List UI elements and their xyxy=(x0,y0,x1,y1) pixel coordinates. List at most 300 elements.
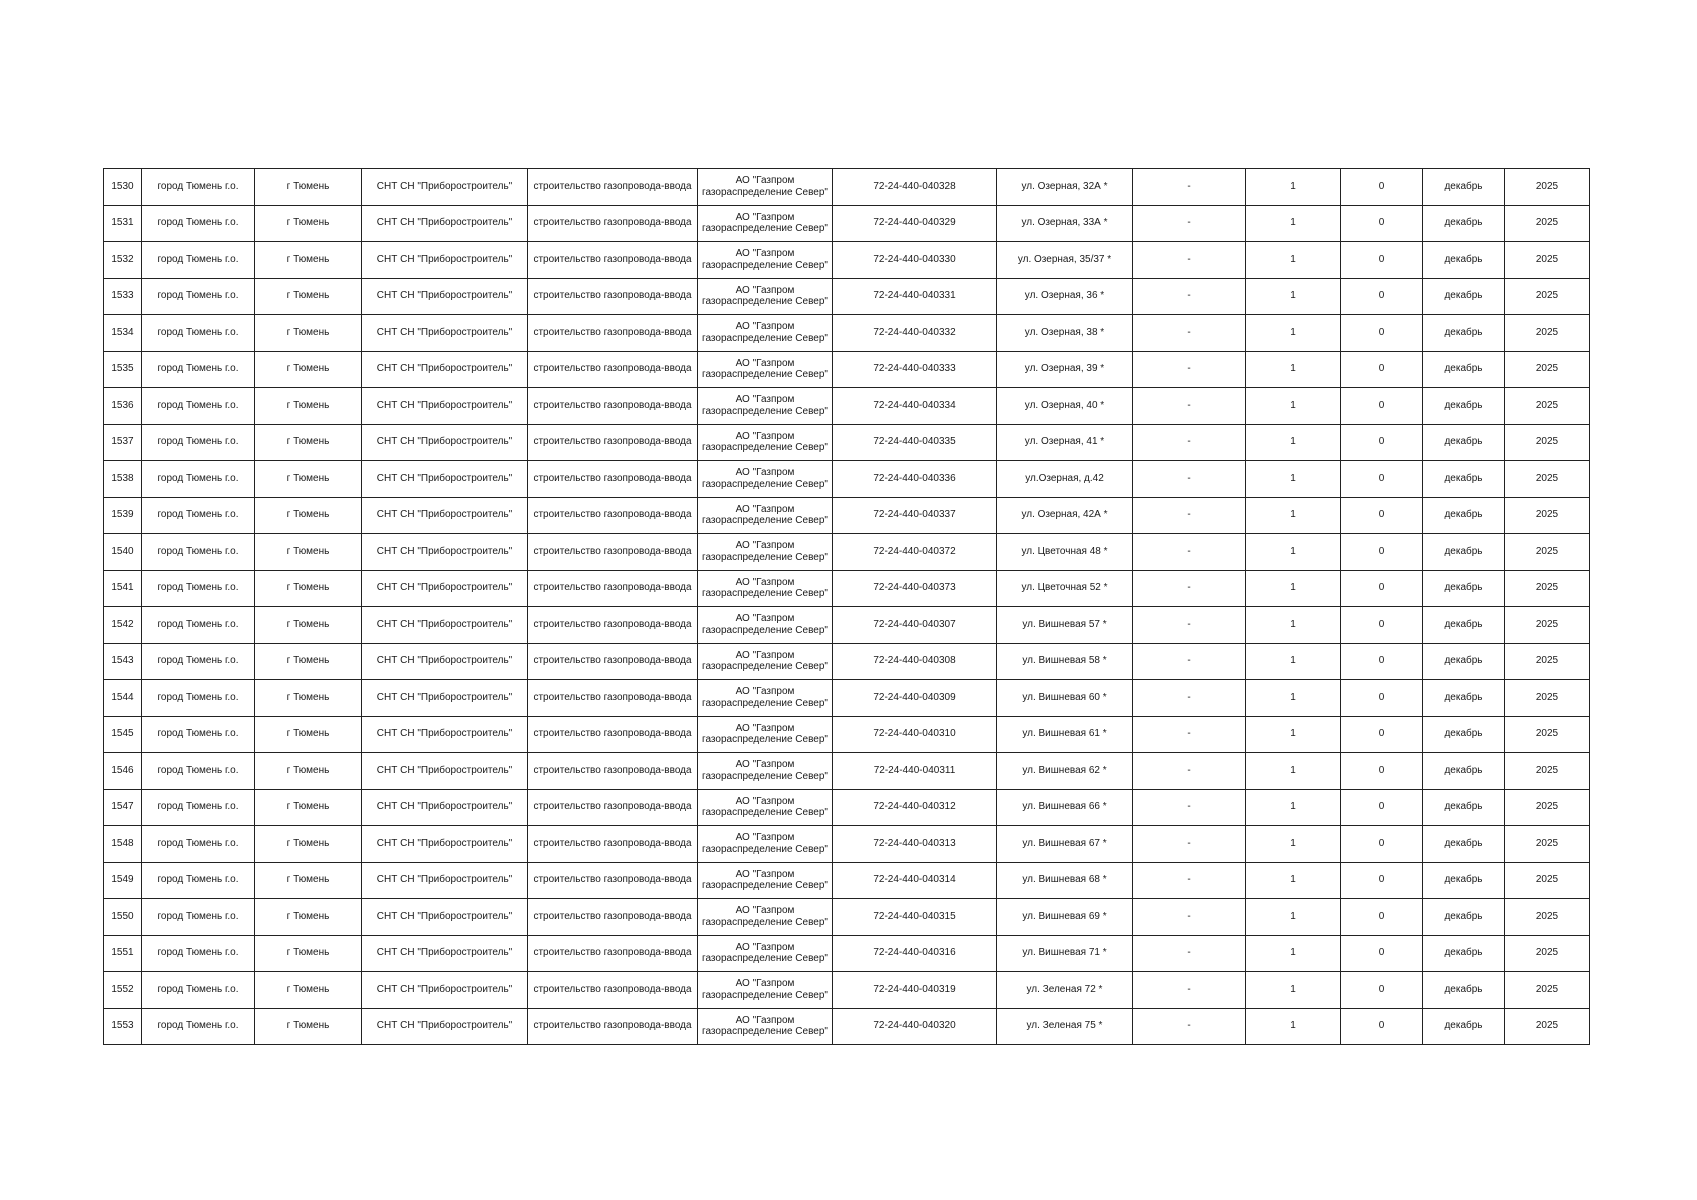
organization-cell: АО "Газпром газораспределение Север" xyxy=(698,242,833,279)
quantity-cell: 1 xyxy=(1246,278,1341,315)
address-cell: ул. Вишневая 69 * xyxy=(997,899,1133,936)
table-row xyxy=(104,315,1590,352)
zero-value-cell: 0 xyxy=(1341,315,1423,352)
quantity-cell: 1 xyxy=(1246,169,1341,206)
work-type-cell: строительство газопровода-ввода xyxy=(528,497,698,534)
work-type-cell: строительство газопровода-ввода xyxy=(528,972,698,1009)
municipality-cell: город Тюмень г.о. xyxy=(142,570,255,607)
municipality-cell: город Тюмень г.о. xyxy=(142,716,255,753)
dash-cell: - xyxy=(1133,461,1246,498)
dash-cell: - xyxy=(1133,278,1246,315)
dash-cell: - xyxy=(1133,789,1246,826)
row-number-cell: 1544 xyxy=(104,680,142,717)
year-cell: 2025 xyxy=(1505,753,1590,790)
dash-cell: - xyxy=(1133,497,1246,534)
cadastral-number-cell: 72-24-440-040312 xyxy=(833,789,997,826)
month-cell: декабрь xyxy=(1423,315,1505,352)
cadastral-number-cell: 72-24-440-040313 xyxy=(833,826,997,863)
snt-name-cell: СНТ СН "Приборостроитель" xyxy=(362,424,528,461)
dash-cell: - xyxy=(1133,899,1246,936)
year-cell: 2025 xyxy=(1505,899,1590,936)
address-cell: ул. Цветочная 52 * xyxy=(997,570,1133,607)
zero-value-cell: 0 xyxy=(1341,753,1423,790)
address-cell: ул. Зеленая 72 * xyxy=(997,972,1133,1009)
month-cell: декабрь xyxy=(1423,935,1505,972)
snt-name-cell: СНТ СН "Приборостроитель" xyxy=(362,242,528,279)
work-type-cell: строительство газопровода-ввода xyxy=(528,242,698,279)
year-cell: 2025 xyxy=(1505,862,1590,899)
table-row xyxy=(104,899,1590,936)
zero-value-cell: 0 xyxy=(1341,826,1423,863)
zero-value-cell: 0 xyxy=(1341,680,1423,717)
settlement-cell: г Тюмень xyxy=(255,169,362,206)
dash-cell: - xyxy=(1133,570,1246,607)
settlement-cell: г Тюмень xyxy=(255,351,362,388)
work-type-cell: строительство газопровода-ввода xyxy=(528,716,698,753)
municipality-cell: город Тюмень г.о. xyxy=(142,242,255,279)
zero-value-cell: 0 xyxy=(1341,169,1423,206)
quantity-cell: 1 xyxy=(1246,1008,1341,1045)
work-type-cell: строительство газопровода-ввода xyxy=(528,899,698,936)
month-cell: декабрь xyxy=(1423,169,1505,206)
snt-name-cell: СНТ СН "Приборостроитель" xyxy=(362,607,528,644)
zero-value-cell: 0 xyxy=(1341,972,1423,1009)
work-type-cell: строительство газопровода-ввода xyxy=(528,789,698,826)
year-cell: 2025 xyxy=(1505,972,1590,1009)
settlement-cell: г Тюмень xyxy=(255,972,362,1009)
organization-cell: АО "Газпром газораспределение Север" xyxy=(698,899,833,936)
municipality-cell: город Тюмень г.о. xyxy=(142,424,255,461)
settlement-cell: г Тюмень xyxy=(255,643,362,680)
address-cell: ул. Озерная, 41 * xyxy=(997,424,1133,461)
year-cell: 2025 xyxy=(1505,716,1590,753)
table-row xyxy=(104,351,1590,388)
zero-value-cell: 0 xyxy=(1341,497,1423,534)
year-cell: 2025 xyxy=(1505,643,1590,680)
settlement-cell: г Тюмень xyxy=(255,862,362,899)
quantity-cell: 1 xyxy=(1246,607,1341,644)
municipality-cell: город Тюмень г.о. xyxy=(142,643,255,680)
cadastral-number-cell: 72-24-440-040372 xyxy=(833,534,997,571)
zero-value-cell: 0 xyxy=(1341,278,1423,315)
row-number-cell: 1546 xyxy=(104,753,142,790)
address-cell: ул. Озерная, 35/37 * xyxy=(997,242,1133,279)
organization-cell: АО "Газпром газораспределение Север" xyxy=(698,935,833,972)
snt-name-cell: СНТ СН "Приборостроитель" xyxy=(362,716,528,753)
work-type-cell: строительство газопровода-ввода xyxy=(528,607,698,644)
cadastral-number-cell: 72-24-440-040307 xyxy=(833,607,997,644)
table-row xyxy=(104,862,1590,899)
organization-cell: АО "Газпром газораспределение Север" xyxy=(698,680,833,717)
row-number-cell: 1537 xyxy=(104,424,142,461)
table-row xyxy=(104,680,1590,717)
quantity-cell: 1 xyxy=(1246,497,1341,534)
table-row xyxy=(104,789,1590,826)
settlement-cell: г Тюмень xyxy=(255,570,362,607)
month-cell: декабрь xyxy=(1423,643,1505,680)
cadastral-number-cell: 72-24-440-040331 xyxy=(833,278,997,315)
address-cell: ул. Озерная, 32А * xyxy=(997,169,1133,206)
cadastral-number-cell: 72-24-440-040335 xyxy=(833,424,997,461)
row-number-cell: 1552 xyxy=(104,972,142,1009)
municipality-cell: город Тюмень г.о. xyxy=(142,388,255,425)
dash-cell: - xyxy=(1133,242,1246,279)
address-cell: ул. Вишневая 71 * xyxy=(997,935,1133,972)
zero-value-cell: 0 xyxy=(1341,607,1423,644)
zero-value-cell: 0 xyxy=(1341,643,1423,680)
municipality-cell: город Тюмень г.о. xyxy=(142,789,255,826)
dash-cell: - xyxy=(1133,388,1246,425)
row-number-cell: 1549 xyxy=(104,862,142,899)
year-cell: 2025 xyxy=(1505,534,1590,571)
address-cell: ул.Озерная, д.42 xyxy=(997,461,1133,498)
snt-name-cell: СНТ СН "Приборостроитель" xyxy=(362,570,528,607)
month-cell: декабрь xyxy=(1423,607,1505,644)
quantity-cell: 1 xyxy=(1246,388,1341,425)
table-row xyxy=(104,753,1590,790)
quantity-cell: 1 xyxy=(1246,205,1341,242)
settlement-cell: г Тюмень xyxy=(255,935,362,972)
quantity-cell: 1 xyxy=(1246,753,1341,790)
cadastral-number-cell: 72-24-440-040329 xyxy=(833,205,997,242)
zero-value-cell: 0 xyxy=(1341,716,1423,753)
dash-cell: - xyxy=(1133,862,1246,899)
quantity-cell: 1 xyxy=(1246,643,1341,680)
dash-cell: - xyxy=(1133,826,1246,863)
zero-value-cell: 0 xyxy=(1341,351,1423,388)
address-cell: ул. Вишневая 62 * xyxy=(997,753,1133,790)
month-cell: декабрь xyxy=(1423,753,1505,790)
cadastral-number-cell: 72-24-440-040308 xyxy=(833,643,997,680)
work-type-cell: строительство газопровода-ввода xyxy=(528,424,698,461)
work-type-cell: строительство газопровода-ввода xyxy=(528,753,698,790)
gasification-table xyxy=(103,168,1590,1045)
zero-value-cell: 0 xyxy=(1341,205,1423,242)
month-cell: декабрь xyxy=(1423,972,1505,1009)
organization-cell: АО "Газпром газораспределение Север" xyxy=(698,826,833,863)
month-cell: декабрь xyxy=(1423,862,1505,899)
address-cell: ул. Озерная, 42А * xyxy=(997,497,1133,534)
snt-name-cell: СНТ СН "Приборостроитель" xyxy=(362,789,528,826)
zero-value-cell: 0 xyxy=(1341,534,1423,571)
row-number-cell: 1539 xyxy=(104,497,142,534)
year-cell: 2025 xyxy=(1505,789,1590,826)
work-type-cell: строительство газопровода-ввода xyxy=(528,935,698,972)
work-type-cell: строительство газопровода-ввода xyxy=(528,169,698,206)
organization-cell: АО "Газпром газораспределение Север" xyxy=(698,497,833,534)
snt-name-cell: СНТ СН "Приборостроитель" xyxy=(362,278,528,315)
municipality-cell: город Тюмень г.о. xyxy=(142,972,255,1009)
year-cell: 2025 xyxy=(1505,278,1590,315)
month-cell: декабрь xyxy=(1423,899,1505,936)
snt-name-cell: СНТ СН "Приборостроитель" xyxy=(362,972,528,1009)
settlement-cell: г Тюмень xyxy=(255,315,362,352)
month-cell: декабрь xyxy=(1423,424,1505,461)
address-cell: ул. Озерная, 40 * xyxy=(997,388,1133,425)
snt-name-cell: СНТ СН "Приборостроитель" xyxy=(362,643,528,680)
quantity-cell: 1 xyxy=(1246,899,1341,936)
cadastral-number-cell: 72-24-440-040316 xyxy=(833,935,997,972)
zero-value-cell: 0 xyxy=(1341,789,1423,826)
snt-name-cell: СНТ СН "Приборостроитель" xyxy=(362,753,528,790)
dash-cell: - xyxy=(1133,972,1246,1009)
row-number-cell: 1535 xyxy=(104,351,142,388)
address-cell: ул. Вишневая 66 * xyxy=(997,789,1133,826)
month-cell: декабрь xyxy=(1423,716,1505,753)
zero-value-cell: 0 xyxy=(1341,935,1423,972)
organization-cell: АО "Газпром газораспределение Север" xyxy=(698,169,833,206)
row-number-cell: 1532 xyxy=(104,242,142,279)
quantity-cell: 1 xyxy=(1246,461,1341,498)
year-cell: 2025 xyxy=(1505,826,1590,863)
quantity-cell: 1 xyxy=(1246,862,1341,899)
organization-cell: АО "Газпром газораспределение Север" xyxy=(698,315,833,352)
snt-name-cell: СНТ СН "Приборостроитель" xyxy=(362,935,528,972)
organization-cell: АО "Газпром газораспределение Север" xyxy=(698,1008,833,1045)
zero-value-cell: 0 xyxy=(1341,424,1423,461)
organization-cell: АО "Газпром газораспределение Север" xyxy=(698,643,833,680)
address-cell: ул. Вишневая 68 * xyxy=(997,862,1133,899)
year-cell: 2025 xyxy=(1505,169,1590,206)
table-row xyxy=(104,716,1590,753)
year-cell: 2025 xyxy=(1505,935,1590,972)
table-row xyxy=(104,169,1590,206)
row-number-cell: 1538 xyxy=(104,461,142,498)
table-row xyxy=(104,424,1590,461)
year-cell: 2025 xyxy=(1505,607,1590,644)
month-cell: декабрь xyxy=(1423,1008,1505,1045)
municipality-cell: город Тюмень г.о. xyxy=(142,205,255,242)
work-type-cell: строительство газопровода-ввода xyxy=(528,1008,698,1045)
quantity-cell: 1 xyxy=(1246,972,1341,1009)
settlement-cell: г Тюмень xyxy=(255,424,362,461)
address-cell: ул. Вишневая 67 * xyxy=(997,826,1133,863)
snt-name-cell: СНТ СН "Приборостроитель" xyxy=(362,315,528,352)
table-row xyxy=(104,607,1590,644)
row-number-cell: 1534 xyxy=(104,315,142,352)
settlement-cell: г Тюмень xyxy=(255,242,362,279)
settlement-cell: г Тюмень xyxy=(255,789,362,826)
month-cell: декабрь xyxy=(1423,534,1505,571)
month-cell: декабрь xyxy=(1423,826,1505,863)
organization-cell: АО "Газпром газораспределение Север" xyxy=(698,607,833,644)
year-cell: 2025 xyxy=(1505,388,1590,425)
cadastral-number-cell: 72-24-440-040332 xyxy=(833,315,997,352)
address-cell: ул. Озерная, 33А * xyxy=(997,205,1133,242)
address-cell: ул. Вишневая 57 * xyxy=(997,607,1133,644)
municipality-cell: город Тюмень г.о. xyxy=(142,169,255,206)
address-cell: ул. Вишневая 61 * xyxy=(997,716,1133,753)
organization-cell: АО "Газпром газораспределение Север" xyxy=(698,534,833,571)
work-type-cell: строительство газопровода-ввода xyxy=(528,826,698,863)
row-number-cell: 1553 xyxy=(104,1008,142,1045)
municipality-cell: город Тюмень г.о. xyxy=(142,534,255,571)
year-cell: 2025 xyxy=(1505,205,1590,242)
cadastral-number-cell: 72-24-440-040333 xyxy=(833,351,997,388)
work-type-cell: строительство газопровода-ввода xyxy=(528,680,698,717)
dash-cell: - xyxy=(1133,643,1246,680)
municipality-cell: город Тюмень г.о. xyxy=(142,461,255,498)
month-cell: декабрь xyxy=(1423,351,1505,388)
row-number-cell: 1547 xyxy=(104,789,142,826)
quantity-cell: 1 xyxy=(1246,826,1341,863)
address-cell: ул. Цветочная 48 * xyxy=(997,534,1133,571)
cadastral-number-cell: 72-24-440-040311 xyxy=(833,753,997,790)
work-type-cell: строительство газопровода-ввода xyxy=(528,278,698,315)
cadastral-number-cell: 72-24-440-040334 xyxy=(833,388,997,425)
table-row xyxy=(104,570,1590,607)
work-type-cell: строительство газопровода-ввода xyxy=(528,862,698,899)
row-number-cell: 1543 xyxy=(104,643,142,680)
zero-value-cell: 0 xyxy=(1341,388,1423,425)
table-row xyxy=(104,205,1590,242)
row-number-cell: 1536 xyxy=(104,388,142,425)
dash-cell: - xyxy=(1133,716,1246,753)
dash-cell: - xyxy=(1133,753,1246,790)
dash-cell: - xyxy=(1133,680,1246,717)
settlement-cell: г Тюмень xyxy=(255,1008,362,1045)
work-type-cell: строительство газопровода-ввода xyxy=(528,534,698,571)
organization-cell: АО "Газпром газораспределение Север" xyxy=(698,424,833,461)
settlement-cell: г Тюмень xyxy=(255,716,362,753)
address-cell: ул. Вишневая 58 * xyxy=(997,643,1133,680)
organization-cell: АО "Газпром газораспределение Север" xyxy=(698,388,833,425)
work-type-cell: строительство газопровода-ввода xyxy=(528,205,698,242)
zero-value-cell: 0 xyxy=(1341,899,1423,936)
cadastral-number-cell: 72-24-440-040310 xyxy=(833,716,997,753)
table-row xyxy=(104,242,1590,279)
table-row xyxy=(104,643,1590,680)
snt-name-cell: СНТ СН "Приборостроитель" xyxy=(362,497,528,534)
snt-name-cell: СНТ СН "Приборостроитель" xyxy=(362,534,528,571)
settlement-cell: г Тюмень xyxy=(255,497,362,534)
zero-value-cell: 0 xyxy=(1341,862,1423,899)
row-number-cell: 1533 xyxy=(104,278,142,315)
settlement-cell: г Тюмень xyxy=(255,607,362,644)
document-page xyxy=(103,168,1589,1045)
snt-name-cell: СНТ СН "Приборостроитель" xyxy=(362,461,528,498)
cadastral-number-cell: 72-24-440-040314 xyxy=(833,862,997,899)
municipality-cell: город Тюмень г.о. xyxy=(142,1008,255,1045)
month-cell: декабрь xyxy=(1423,205,1505,242)
row-number-cell: 1545 xyxy=(104,716,142,753)
year-cell: 2025 xyxy=(1505,497,1590,534)
dash-cell: - xyxy=(1133,169,1246,206)
work-type-cell: строительство газопровода-ввода xyxy=(528,461,698,498)
year-cell: 2025 xyxy=(1505,570,1590,607)
row-number-cell: 1530 xyxy=(104,169,142,206)
snt-name-cell: СНТ СН "Приборостроитель" xyxy=(362,1008,528,1045)
municipality-cell: город Тюмень г.о. xyxy=(142,680,255,717)
organization-cell: АО "Газпром газораспределение Север" xyxy=(698,278,833,315)
snt-name-cell: СНТ СН "Приборостроитель" xyxy=(362,351,528,388)
quantity-cell: 1 xyxy=(1246,315,1341,352)
work-type-cell: строительство газопровода-ввода xyxy=(528,388,698,425)
work-type-cell: строительство газопровода-ввода xyxy=(528,351,698,388)
settlement-cell: г Тюмень xyxy=(255,388,362,425)
month-cell: декабрь xyxy=(1423,497,1505,534)
month-cell: декабрь xyxy=(1423,461,1505,498)
quantity-cell: 1 xyxy=(1246,716,1341,753)
month-cell: декабрь xyxy=(1423,388,1505,425)
organization-cell: АО "Газпром газораспределение Север" xyxy=(698,351,833,388)
year-cell: 2025 xyxy=(1505,1008,1590,1045)
municipality-cell: город Тюмень г.о. xyxy=(142,826,255,863)
municipality-cell: город Тюмень г.о. xyxy=(142,497,255,534)
dash-cell: - xyxy=(1133,424,1246,461)
month-cell: декабрь xyxy=(1423,570,1505,607)
cadastral-number-cell: 72-24-440-040330 xyxy=(833,242,997,279)
table-row xyxy=(104,972,1590,1009)
organization-cell: АО "Газпром газораспределение Север" xyxy=(698,789,833,826)
table-row xyxy=(104,278,1590,315)
snt-name-cell: СНТ СН "Приборостроитель" xyxy=(362,899,528,936)
table-row xyxy=(104,534,1590,571)
cadastral-number-cell: 72-24-440-040309 xyxy=(833,680,997,717)
year-cell: 2025 xyxy=(1505,242,1590,279)
year-cell: 2025 xyxy=(1505,351,1590,388)
settlement-cell: г Тюмень xyxy=(255,534,362,571)
table-body xyxy=(104,169,1590,1045)
quantity-cell: 1 xyxy=(1246,242,1341,279)
row-number-cell: 1541 xyxy=(104,570,142,607)
settlement-cell: г Тюмень xyxy=(255,680,362,717)
zero-value-cell: 0 xyxy=(1341,461,1423,498)
dash-cell: - xyxy=(1133,607,1246,644)
municipality-cell: город Тюмень г.о. xyxy=(142,607,255,644)
municipality-cell: город Тюмень г.о. xyxy=(142,862,255,899)
quantity-cell: 1 xyxy=(1246,570,1341,607)
quantity-cell: 1 xyxy=(1246,935,1341,972)
month-cell: декабрь xyxy=(1423,680,1505,717)
organization-cell: АО "Газпром газораспределение Север" xyxy=(698,753,833,790)
organization-cell: АО "Газпром газораспределение Север" xyxy=(698,461,833,498)
dash-cell: - xyxy=(1133,351,1246,388)
snt-name-cell: СНТ СН "Приборостроитель" xyxy=(362,862,528,899)
cadastral-number-cell: 72-24-440-040315 xyxy=(833,899,997,936)
address-cell: ул. Вишневая 60 * xyxy=(997,680,1133,717)
quantity-cell: 1 xyxy=(1246,424,1341,461)
municipality-cell: город Тюмень г.о. xyxy=(142,351,255,388)
settlement-cell: г Тюмень xyxy=(255,461,362,498)
row-number-cell: 1542 xyxy=(104,607,142,644)
row-number-cell: 1540 xyxy=(104,534,142,571)
address-cell: ул. Озерная, 38 * xyxy=(997,315,1133,352)
municipality-cell: город Тюмень г.о. xyxy=(142,935,255,972)
cadastral-number-cell: 72-24-440-040336 xyxy=(833,461,997,498)
row-number-cell: 1548 xyxy=(104,826,142,863)
year-cell: 2025 xyxy=(1505,461,1590,498)
organization-cell: АО "Газпром газораспределение Север" xyxy=(698,862,833,899)
table-row xyxy=(104,826,1590,863)
cadastral-number-cell: 72-24-440-040320 xyxy=(833,1008,997,1045)
dash-cell: - xyxy=(1133,935,1246,972)
municipality-cell: город Тюмень г.о. xyxy=(142,315,255,352)
month-cell: декабрь xyxy=(1423,789,1505,826)
dash-cell: - xyxy=(1133,534,1246,571)
quantity-cell: 1 xyxy=(1246,680,1341,717)
work-type-cell: строительство газопровода-ввода xyxy=(528,570,698,607)
table-row xyxy=(104,388,1590,425)
snt-name-cell: СНТ СН "Приборостроитель" xyxy=(362,169,528,206)
municipality-cell: город Тюмень г.о. xyxy=(142,753,255,790)
organization-cell: АО "Газпром газораспределение Север" xyxy=(698,972,833,1009)
dash-cell: - xyxy=(1133,315,1246,352)
table-row xyxy=(104,935,1590,972)
zero-value-cell: 0 xyxy=(1341,1008,1423,1045)
municipality-cell: город Тюмень г.о. xyxy=(142,278,255,315)
settlement-cell: г Тюмень xyxy=(255,753,362,790)
